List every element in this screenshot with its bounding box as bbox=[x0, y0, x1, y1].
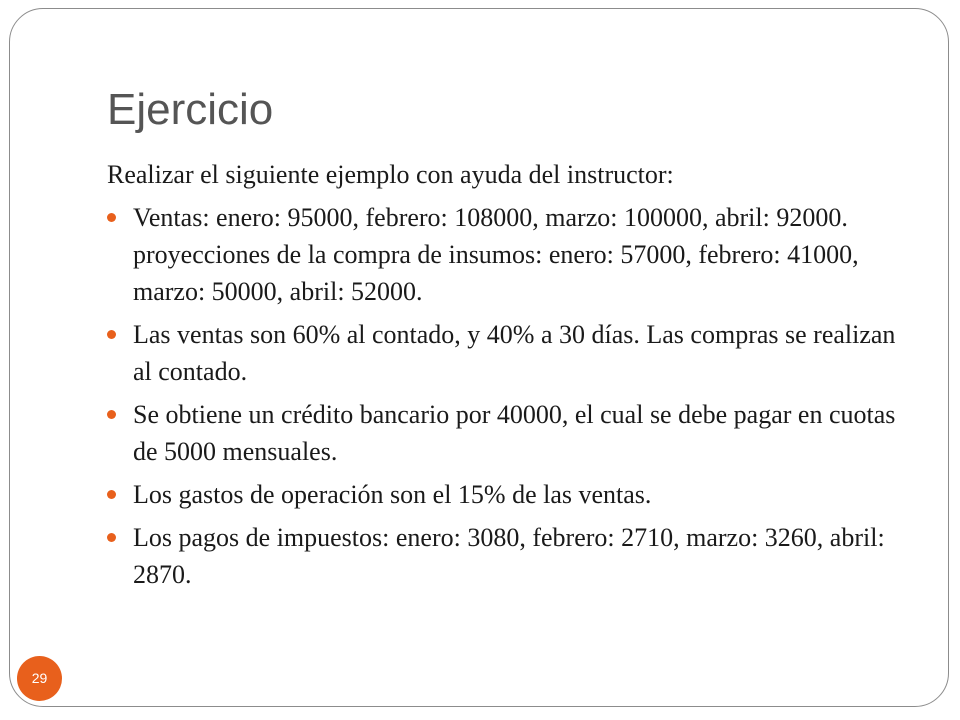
bullet-list bbox=[107, 199, 907, 593]
intro-text: Realizar el siguiente ejemplo con ayuda del instructor: bbox=[107, 160, 674, 189]
bullet-item-condiciones-venta bbox=[107, 316, 907, 390]
bullet-text: Los gastos de operación son el 15% de las ventas. bbox=[133, 480, 652, 509]
bullet-text: Los pagos de impuestos: enero: 3080, febrero: 2710, marzo: 3260, abril: 2870. bbox=[133, 523, 885, 589]
bullet-text: Las ventas son 60% al contado, y 40% a 30 días. Las compras se realizan al contado. bbox=[133, 320, 896, 386]
slide-body bbox=[107, 156, 907, 599]
bullet-dot-icon bbox=[107, 330, 116, 339]
bullet-item-credito bbox=[107, 396, 907, 470]
bullet-text: Se obtiene un crédito bancario por 40000, el cual se debe pagar en cuotas de 5000 mensuales. bbox=[133, 400, 896, 466]
bullet-item-ventas bbox=[107, 199, 907, 310]
bullet-text: Ventas: enero: 95000, febrero: 108000, marzo: 100000, abril: 92000. proyecciones de la compra de insumos: enero: 57000, febrero: 41000, marzo: 50000, abril: 52000. bbox=[133, 203, 859, 306]
bullet-dot-icon bbox=[107, 213, 116, 222]
slide-title: Ejercicio bbox=[107, 85, 274, 134]
slide-number-badge: 29 bbox=[17, 656, 62, 701]
bullet-dot-icon bbox=[107, 490, 116, 499]
bullet-dot-icon bbox=[107, 410, 116, 419]
bullet-item-impuestos bbox=[107, 519, 907, 593]
bullet-dot-icon bbox=[107, 533, 116, 542]
bullet-item-gastos bbox=[107, 476, 907, 513]
